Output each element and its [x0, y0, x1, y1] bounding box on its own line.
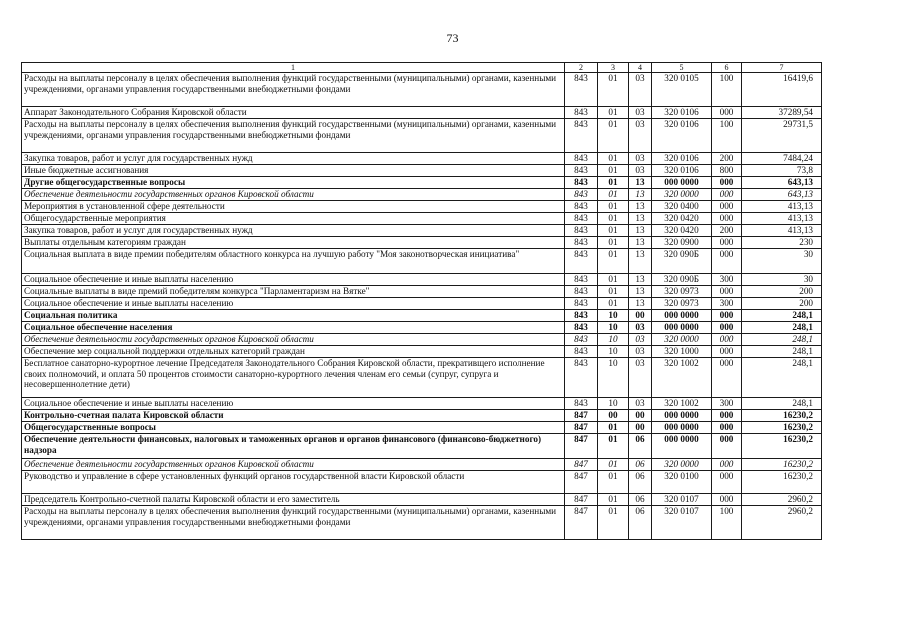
expense-type-cell: 200 — [712, 153, 742, 165]
expense-type-cell: 000 — [712, 201, 742, 213]
section-code-cell: 01 — [598, 494, 629, 506]
ministry-code-cell: 843 — [565, 107, 598, 119]
ministry-code-cell: 843 — [565, 398, 598, 410]
expense-type-cell: 100 — [712, 506, 742, 540]
target-article-cell: 320 090Б — [652, 249, 712, 274]
amount-cell: 16230,2 — [742, 471, 822, 494]
item-name-cell: Выплаты отдельным категориям граждан — [22, 237, 565, 249]
amount-cell: 200 — [742, 286, 822, 298]
subsection-code-cell: 13 — [629, 201, 652, 213]
target-article-cell: 320 0106 — [652, 165, 712, 177]
amount-cell: 16230,2 — [742, 422, 822, 434]
item-name-cell: Общегосударственные мероприятия — [22, 213, 565, 225]
column-header: 1 — [22, 63, 565, 73]
ministry-code-cell: 843 — [565, 119, 598, 153]
expense-type-cell: 000 — [712, 358, 742, 398]
expense-type-cell: 000 — [712, 322, 742, 334]
section-code-cell: 01 — [598, 422, 629, 434]
target-article-cell: 320 0420 — [652, 213, 712, 225]
target-article-cell: 320 0900 — [652, 237, 712, 249]
column-header: 3 — [598, 63, 629, 73]
table-row — [22, 494, 822, 506]
column-header: 2 — [565, 63, 598, 73]
expense-type-cell: 300 — [712, 298, 742, 310]
target-article-cell: 320 0400 — [652, 201, 712, 213]
target-article-cell: 320 0107 — [652, 506, 712, 540]
subsection-code-cell: 13 — [629, 237, 652, 249]
table-row — [22, 322, 822, 334]
column-header: 7 — [742, 63, 822, 73]
column-number-row — [22, 63, 822, 73]
ministry-code-cell: 843 — [565, 334, 598, 346]
expense-type-cell: 100 — [712, 73, 742, 107]
amount-cell: 200 — [742, 298, 822, 310]
column-header: 4 — [629, 63, 652, 73]
section-code-cell: 01 — [598, 201, 629, 213]
target-article-cell: 320 0000 — [652, 334, 712, 346]
table-row — [22, 298, 822, 310]
target-article-cell: 000 0000 — [652, 177, 712, 189]
table-row — [22, 434, 822, 459]
ministry-code-cell: 843 — [565, 298, 598, 310]
target-article-cell: 000 0000 — [652, 422, 712, 434]
section-code-cell: 10 — [598, 398, 629, 410]
target-article-cell: 000 0000 — [652, 434, 712, 459]
table-row — [22, 237, 822, 249]
target-article-cell: 000 0000 — [652, 310, 712, 322]
table-row — [22, 201, 822, 213]
section-code-cell: 01 — [598, 177, 629, 189]
item-name-cell: Социальные выплаты в виде премий победителям конкурса "Парламентаризм на Вятке" — [22, 286, 565, 298]
item-name-cell: Закупка товаров, работ и услуг для государственных нужд — [22, 225, 565, 237]
subsection-code-cell: 03 — [629, 165, 652, 177]
subsection-code-cell: 13 — [629, 213, 652, 225]
section-code-cell: 10 — [598, 334, 629, 346]
item-name-cell: Социальное обеспечение и иные выплаты населению — [22, 274, 565, 286]
table-row — [22, 177, 822, 189]
table-row — [22, 73, 822, 107]
table-row — [22, 334, 822, 346]
table-row — [22, 398, 822, 410]
subsection-code-cell: 00 — [629, 410, 652, 422]
ministry-code-cell: 843 — [565, 165, 598, 177]
subsection-code-cell: 03 — [629, 358, 652, 398]
expense-type-cell: 000 — [712, 434, 742, 459]
target-article-cell: 320 0100 — [652, 471, 712, 494]
expense-type-cell: 300 — [712, 398, 742, 410]
table-row — [22, 410, 822, 422]
expense-type-cell: 000 — [712, 346, 742, 358]
section-code-cell: 00 — [598, 410, 629, 422]
expense-type-cell: 000 — [712, 213, 742, 225]
amount-cell: 643,13 — [742, 177, 822, 189]
subsection-code-cell: 06 — [629, 506, 652, 540]
expense-type-cell: 000 — [712, 189, 742, 201]
target-article-cell: 000 0000 — [652, 410, 712, 422]
subsection-code-cell: 13 — [629, 274, 652, 286]
expense-type-cell: 800 — [712, 165, 742, 177]
amount-cell: 413,13 — [742, 201, 822, 213]
subsection-code-cell: 03 — [629, 119, 652, 153]
amount-cell: 248,1 — [742, 310, 822, 322]
subsection-code-cell: 06 — [629, 494, 652, 506]
subsection-code-cell: 03 — [629, 153, 652, 165]
section-code-cell: 01 — [598, 471, 629, 494]
target-article-cell: 320 0973 — [652, 298, 712, 310]
target-article-cell: 320 090Б — [652, 274, 712, 286]
ministry-code-cell: 847 — [565, 422, 598, 434]
target-article-cell: 320 0106 — [652, 153, 712, 165]
table-row — [22, 213, 822, 225]
target-article-cell: 000 0000 — [652, 322, 712, 334]
section-code-cell: 01 — [598, 213, 629, 225]
table-row — [22, 346, 822, 358]
expense-type-cell: 300 — [712, 274, 742, 286]
section-code-cell: 01 — [598, 434, 629, 459]
amount-cell: 30 — [742, 274, 822, 286]
ministry-code-cell: 843 — [565, 346, 598, 358]
item-name-cell: Обеспечение деятельности государственных органов Кировской области — [22, 459, 565, 471]
ministry-code-cell: 843 — [565, 213, 598, 225]
amount-cell: 248,1 — [742, 334, 822, 346]
section-code-cell: 10 — [598, 310, 629, 322]
amount-cell: 230 — [742, 237, 822, 249]
amount-cell: 37289,54 — [742, 107, 822, 119]
table-row — [22, 459, 822, 471]
ministry-code-cell: 847 — [565, 434, 598, 459]
expense-type-cell: 000 — [712, 494, 742, 506]
expense-type-cell: 000 — [712, 249, 742, 274]
table-body — [22, 73, 822, 540]
expense-type-cell: 000 — [712, 410, 742, 422]
table-row — [22, 225, 822, 237]
table-row — [22, 107, 822, 119]
amount-cell: 30 — [742, 249, 822, 274]
target-article-cell: 320 1002 — [652, 398, 712, 410]
amount-cell: 248,1 — [742, 346, 822, 358]
ministry-code-cell: 843 — [565, 249, 598, 274]
amount-cell: 16230,2 — [742, 410, 822, 422]
amount-cell: 413,13 — [742, 213, 822, 225]
ministry-code-cell: 843 — [565, 189, 598, 201]
expense-type-cell: 000 — [712, 471, 742, 494]
ministry-code-cell: 847 — [565, 459, 598, 471]
column-header: 6 — [712, 63, 742, 73]
item-name-cell: Расходы на выплаты персоналу в целях обеспечения выполнения функций государственными (муниципальными) органами, казенными учреждениями, органами управления государственными внебюджетными фондами — [22, 506, 565, 540]
expense-type-cell: 100 — [712, 119, 742, 153]
amount-cell: 248,1 — [742, 398, 822, 410]
section-code-cell: 01 — [598, 107, 629, 119]
item-name-cell: Социальная выплата в виде премии победителям областного конкурса на лучшую работу "Моя законотворческая инициатива" — [22, 249, 565, 274]
target-article-cell: 320 0973 — [652, 286, 712, 298]
target-article-cell: 320 1000 — [652, 346, 712, 358]
subsection-code-cell: 03 — [629, 107, 652, 119]
section-code-cell: 01 — [598, 225, 629, 237]
expense-type-cell: 000 — [712, 107, 742, 119]
ministry-code-cell: 843 — [565, 358, 598, 398]
section-code-cell: 01 — [598, 286, 629, 298]
table-row — [22, 249, 822, 274]
subsection-code-cell: 03 — [629, 334, 652, 346]
item-name-cell: Иные бюджетные ассигнования — [22, 165, 565, 177]
section-code-cell: 01 — [598, 119, 629, 153]
amount-cell: 2960,2 — [742, 506, 822, 540]
section-code-cell: 01 — [598, 165, 629, 177]
subsection-code-cell: 03 — [629, 73, 652, 107]
item-name-cell: Мероприятия в установленной сфере деятельности — [22, 201, 565, 213]
item-name-cell: Социальное обеспечение и иные выплаты населению — [22, 398, 565, 410]
item-name-cell: Социальная политика — [22, 310, 565, 322]
subsection-code-cell: 06 — [629, 471, 652, 494]
amount-cell: 29731,5 — [742, 119, 822, 153]
table-row — [22, 189, 822, 201]
section-code-cell: 10 — [598, 322, 629, 334]
subsection-code-cell: 13 — [629, 177, 652, 189]
expense-type-cell: 000 — [712, 459, 742, 471]
section-code-cell: 01 — [598, 459, 629, 471]
table-row — [22, 422, 822, 434]
ministry-code-cell: 843 — [565, 286, 598, 298]
item-name-cell: Расходы на выплаты персоналу в целях обеспечения выполнения функций государственными (муниципальными) органами, казенными учреждениями, органами управления государственными внебюджетными фондами — [22, 73, 565, 107]
amount-cell: 16419,6 — [742, 73, 822, 107]
subsection-code-cell: 13 — [629, 286, 652, 298]
table-row — [22, 286, 822, 298]
expense-type-cell: 000 — [712, 237, 742, 249]
section-code-cell: 01 — [598, 237, 629, 249]
expense-type-cell: 000 — [712, 177, 742, 189]
item-name-cell: Аппарат Законодательного Собрания Кировской области — [22, 107, 565, 119]
section-code-cell: 01 — [598, 506, 629, 540]
table-row — [22, 274, 822, 286]
section-code-cell: 01 — [598, 73, 629, 107]
expense-type-cell: 000 — [712, 286, 742, 298]
amount-cell: 248,1 — [742, 322, 822, 334]
item-name-cell: Бесплатное санаторно-курортное лечение Председателя Законодательного Собрания Кировской области, прекративщего исполнение своих полномочий, и оплата 50 процентов стоимости санаторно-курортного лечения членам его семьи (супруг, супруга и несовершеннолетние дети) — [22, 358, 565, 398]
column-header: 5 — [652, 63, 712, 73]
budget-table — [21, 62, 822, 540]
target-article-cell: 320 0000 — [652, 459, 712, 471]
target-article-cell: 320 1002 — [652, 358, 712, 398]
subsection-code-cell: 13 — [629, 189, 652, 201]
ministry-code-cell: 847 — [565, 494, 598, 506]
ministry-code-cell: 843 — [565, 237, 598, 249]
table-row — [22, 119, 822, 153]
ministry-code-cell: 847 — [565, 506, 598, 540]
item-name-cell: Социальное обеспечение и иные выплаты населению — [22, 298, 565, 310]
item-name-cell: Обеспечение мер социальной поддержки отдельных категорий граждан — [22, 346, 565, 358]
expense-type-cell: 000 — [712, 334, 742, 346]
ministry-code-cell: 843 — [565, 274, 598, 286]
ministry-code-cell: 843 — [565, 322, 598, 334]
subsection-code-cell: 00 — [629, 422, 652, 434]
expense-type-cell: 000 — [712, 422, 742, 434]
subsection-code-cell: 00 — [629, 310, 652, 322]
ministry-code-cell: 847 — [565, 471, 598, 494]
amount-cell: 413,13 — [742, 225, 822, 237]
subsection-code-cell: 03 — [629, 346, 652, 358]
subsection-code-cell: 13 — [629, 225, 652, 237]
subsection-code-cell: 06 — [629, 459, 652, 471]
target-article-cell: 320 0105 — [652, 73, 712, 107]
section-code-cell: 01 — [598, 153, 629, 165]
page-number: 73 — [446, 31, 459, 45]
item-name-cell: Социальное обеспечение населения — [22, 322, 565, 334]
ministry-code-cell: 843 — [565, 177, 598, 189]
subsection-code-cell: 13 — [629, 249, 652, 274]
table-row — [22, 358, 822, 398]
section-code-cell: 10 — [598, 358, 629, 398]
item-name-cell: Обеспечение деятельности государственных органов Кировской области — [22, 334, 565, 346]
target-article-cell: 320 0000 — [652, 189, 712, 201]
ministry-code-cell: 843 — [565, 153, 598, 165]
subsection-code-cell: 13 — [629, 298, 652, 310]
ministry-code-cell: 843 — [565, 73, 598, 107]
subsection-code-cell: 06 — [629, 434, 652, 459]
table-row — [22, 471, 822, 494]
item-name-cell: Расходы на выплаты персоналу в целях обеспечения выполнения функций государственными (муниципальными) органами, казенными учреждениями, органами управления государственными внебюджетными фондами — [22, 119, 565, 153]
item-name-cell: Обеспечение деятельности финансовых, налоговых и таможенных органов и органов финансового (финансово-бюджетного) надзора — [22, 434, 565, 459]
ministry-code-cell: 843 — [565, 225, 598, 237]
amount-cell: 16230,2 — [742, 434, 822, 459]
item-name-cell: Общегосударственные вопросы — [22, 422, 565, 434]
item-name-cell: Председатель Контрольно-счетной палаты Кировской области и его заместитель — [22, 494, 565, 506]
table-row — [22, 310, 822, 322]
item-name-cell: Другие общегосударственные вопросы — [22, 177, 565, 189]
expense-type-cell: 200 — [712, 225, 742, 237]
section-code-cell: 01 — [598, 274, 629, 286]
amount-cell: 16230,2 — [742, 459, 822, 471]
item-name-cell: Контрольно-счетная палата Кировской области — [22, 410, 565, 422]
item-name-cell: Руководство и управление в сфере установленных функций органов государственной власти Кировской области — [22, 471, 565, 494]
item-name-cell: Закупка товаров, работ и услуг для государственных нужд — [22, 153, 565, 165]
target-article-cell: 320 0420 — [652, 225, 712, 237]
amount-cell: 73,8 — [742, 165, 822, 177]
target-article-cell: 320 0106 — [652, 119, 712, 153]
section-code-cell: 01 — [598, 249, 629, 274]
target-article-cell: 320 0106 — [652, 107, 712, 119]
table-row — [22, 165, 822, 177]
item-name-cell: Обеспечение деятельности государственных органов Кировской области — [22, 189, 565, 201]
subsection-code-cell: 03 — [629, 398, 652, 410]
subsection-code-cell: 03 — [629, 322, 652, 334]
expense-type-cell: 000 — [712, 310, 742, 322]
amount-cell: 7484,24 — [742, 153, 822, 165]
section-code-cell: 01 — [598, 298, 629, 310]
ministry-code-cell: 843 — [565, 310, 598, 322]
table-row — [22, 153, 822, 165]
amount-cell: 248,1 — [742, 358, 822, 398]
amount-cell: 643,13 — [742, 189, 822, 201]
section-code-cell: 01 — [598, 189, 629, 201]
section-code-cell: 10 — [598, 346, 629, 358]
table-row — [22, 506, 822, 540]
ministry-code-cell: 843 — [565, 201, 598, 213]
ministry-code-cell: 847 — [565, 410, 598, 422]
target-article-cell: 320 0107 — [652, 494, 712, 506]
amount-cell: 2960,2 — [742, 494, 822, 506]
